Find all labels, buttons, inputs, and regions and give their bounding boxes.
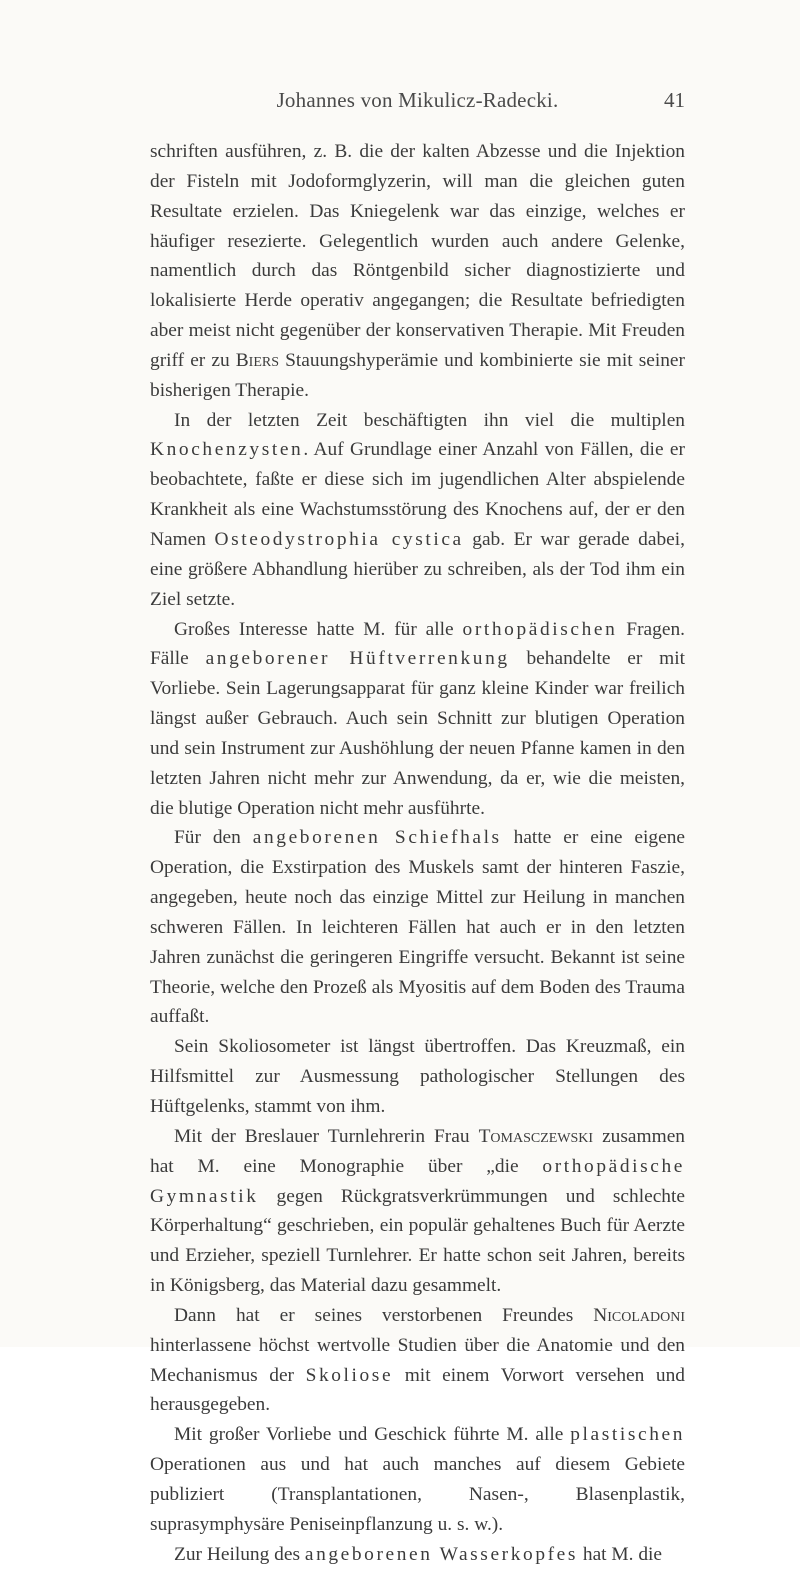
paragraph (150, 406, 685, 615)
paragraph (150, 1122, 685, 1301)
text-run: behandelte er mit Vorliebe. Sein Lagerungsapparat für ganz kleine Kinder war freilich längst außer Gebrauch. Auch sein Schnitt zur blutigen Operation und sein Instrument zur Aushöhlung der neuen Pfanne kamen in den letzten Jahren nicht mehr zur Anwendung, da er, wie die meisten, die blutige Operation nicht mehr ausführte. (150, 648, 686, 819)
paragraph (150, 1032, 685, 1122)
text-run: hatte er eine eigene Operation, die Exstirpation des Muskels samt der hinteren Faszie, angegeben, heute noch das einzige Mittel zur Heilung in manchen schweren Fällen. In leichteren Fällen hat auch er in den letzten Jahren zunächst die geringeren Eingriffe versucht. Bekannt ist seine Theorie, welche den Prozeß als Myositis auf dem Boden des Trauma auffaßt. (150, 827, 686, 1028)
emphasized-term: angeborenen Schiefhals (252, 827, 502, 849)
paragraph (150, 615, 685, 824)
text-run: . Auf Grundlage einer Anzahl von Fällen, die er beobachtete, faßte er diese sich im jugendlichen Alter abspielende Krankheit als eine Wachstumsstörung des Knochens auf, der er den Namen (150, 439, 685, 550)
text-run: hat M. die (578, 1543, 663, 1565)
text-run: In der letzten Zeit beschäftigten ihn viel die multiplen (174, 409, 685, 431)
paragraph (150, 137, 685, 406)
running-head: Johannes von Mikulicz-Radecki. (276, 88, 559, 112)
text-run: Zur Heilung des (174, 1543, 305, 1565)
paragraph (150, 1540, 685, 1570)
text-run: zusammen hat M. eine Monographie über „die (150, 1125, 685, 1177)
text-run: Großes Interesse hatte M. für alle (174, 618, 463, 640)
paragraph (150, 1420, 685, 1539)
paragraph (150, 823, 685, 1032)
page-number: 41 (664, 88, 685, 112)
text-run: Dann hat er seines verstorbenen Freundes (174, 1304, 594, 1326)
paragraph (150, 1301, 685, 1420)
emphasized-term: Skoliose (305, 1364, 394, 1386)
text-run: gab. Er war gerade dabei, eine größere Abhandlung hierüber zu schreiben, als der Tod ihm ein Ziel setzte. (150, 528, 685, 610)
emphasized-term: Osteodystrophia cystica (214, 528, 464, 550)
author-name: Biers (235, 349, 280, 371)
emphasized-term: plastischen (570, 1424, 685, 1446)
emphasized-term: angeborener Hüftverrenkung (205, 648, 510, 670)
text-run: gegen Rückgratsverkrümmungen und schlechte Körperhaltung“ geschrieben, ein populär gehaltenes Buch für Aerzte und Erzieher, speziell Turnlehrer. Er hatte schon seit Jahren, bereits in Königsberg, das Material dazu gesammelt. (150, 1185, 685, 1297)
text-run: Fragen. Fälle (150, 618, 685, 670)
text-run: Operationen aus und hat auch manches auf diesem Gebiete publiziert (Transplantationen, Nasen-, Blasenplastik, suprasymphysäre Peniseinpflanzung u. s. w.). (150, 1454, 685, 1535)
author-name: Tomasczewski (478, 1125, 594, 1147)
text-run: mit einem Vorwort versehen und herausgegeben. (150, 1364, 685, 1416)
text-run: Für den (174, 827, 253, 849)
text-run: Stauungshyperämie und kombinierte sie mit seiner bisherigen Therapie. (150, 349, 685, 401)
text-run: Sein Skoliosometer ist längst übertroffen. Das Kreuzmaß, ein Hilfsmittel zur Ausmessung pathologischer Stellungen des Hüftgelenks, stammt von ihm. (150, 1036, 685, 1117)
emphasized-term: orthopädische Gymnastik (150, 1155, 685, 1207)
text-run: schriften ausführen, z. B. die der kalten Abzesse und die Injektion der Fisteln mit Jodoformglyzerin, will man die gleichen guten Resultate erzielen. Das Kniegelenk war das einzige, welches er häufiger resezierte. Gelegentlich wurden auch andere Gelenke, namentlich durch das Röntgenbild sicher diagnostizierte und lokalisierte Herde operativ angegangen; die Resultate befriedigten aber meist nicht gegenüber der konservativen Therapie. Mit Freuden griff er zu (150, 141, 685, 371)
text-run: Mit der Breslauer Turnlehrerin Frau (174, 1125, 479, 1147)
text-run: hinterlassene höchst wertvolle Studien über die Anatomie und den Mechanismus der (150, 1334, 685, 1386)
page-header (150, 88, 685, 118)
emphasized-term: Knochenzysten (150, 439, 304, 461)
body-text (150, 137, 685, 1570)
text-run: Mit großer Vorliebe und Geschick führte M. alle (174, 1424, 571, 1446)
author-name: Nicoladoni (593, 1304, 685, 1326)
emphasized-term: angeborenen Wasserkopfes (304, 1543, 579, 1565)
emphasized-term: orthopädischen (462, 618, 618, 640)
